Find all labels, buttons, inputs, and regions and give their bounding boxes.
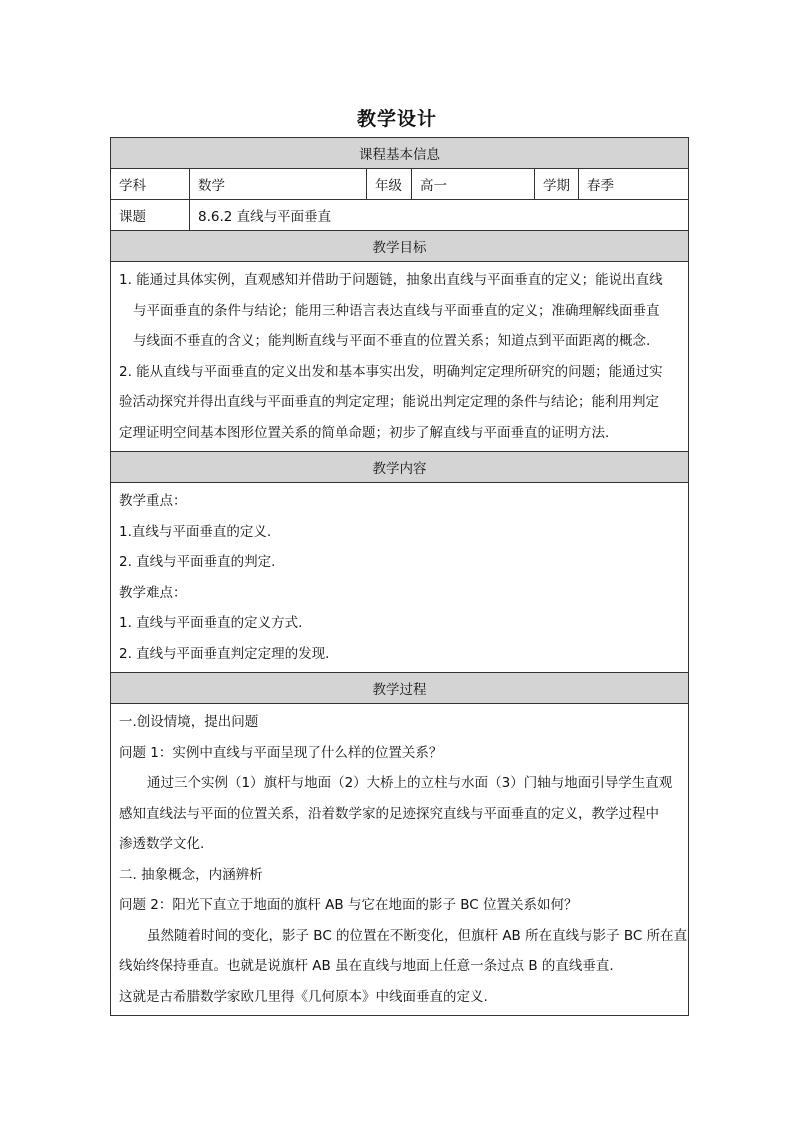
process-paragraph-line: 渗透数学文化. [119,836,205,852]
process-step-heading: 二. 抽象概念，内涵辨析 [119,866,263,883]
topic-value: 8.6.2 直线与平面垂直 [190,200,689,231]
section-header-process [111,673,689,704]
objectives-cell [111,262,689,452]
section-header-content [111,452,689,483]
process-paragraph-line: 虽然随着时间的变化，影子 BC 的位置在不断变化，但旗杆 AB 所在直线与影子 BC 所在直 [147,927,688,944]
term-label: 学期 [535,169,579,200]
lesson-plan-table [110,137,689,1016]
objective-2-line: 定理证明空间基本图形位置关系的简单命题；初步了解直线与平面垂直的证明方法. [119,424,610,441]
subject-label: 学科 [111,169,190,200]
section-title: 教学过程 [111,673,689,704]
objective-2-line: 2. 能从直线与平面垂直的定义出发和基本事实出发，明确判定定理所研究的问题；能通过实 [119,363,663,380]
content-row [111,483,689,673]
difficult-point-item: 1. 直线与平面垂直的定义方式. [119,615,303,631]
section-header-objectives [111,231,689,262]
key-point-item: 2. 直线与平面垂直的判定. [119,554,276,570]
objective-1-line: 与平面垂直的条件与结论；能用三种语言表达直线与平面垂直的定义；准确理解线面垂直 [133,302,660,319]
content-cell [111,483,689,673]
grade-label: 年级 [367,169,412,200]
process-question: 问题 1：实例中直线与平面呈现了什么样的位置关系？ [119,744,443,761]
grade-value: 高一 [412,169,535,200]
process-paragraph-line: 感知直线法与平面的位置关系，沿着数学家的足迹探究直线与平面垂直的定义，教学过程中 [119,805,659,822]
objective-1-line: 1. 能通过具体实例，直观感知并借助于问题链，抽象出直线与平面垂直的定义；能说出直线 [119,272,663,288]
objective-1-line: 与线面不垂直的含义；能判断直线与平面不垂直的位置关系；知道点到平面距离的概念. [133,333,651,349]
objectives-row [111,262,689,452]
section-header-basic-info [111,138,689,169]
difficult-points-label: 教学难点： [119,584,187,601]
term-value: 春季 [579,169,689,200]
section-title: 课程基本信息 [111,138,689,169]
section-title: 教学目标 [111,231,689,262]
section-title: 教学内容 [111,452,689,483]
objective-2-line: 验活动探究并得出直线与平面垂直的判定定理；能说出判定定理的条件与结论；能利用判定 [119,394,659,410]
difficult-point-item: 2. 直线与平面垂直判定定理的发现. [119,645,330,662]
process-step-heading: 一.创设情境，提出问题 [119,714,259,730]
key-point-item: 1.直线与平面垂直的定义. [119,523,272,540]
process-paragraph-line: 线始终保持垂直。也就是说旗杆 AB 虽在直线与地面上任意一条过点 B 的直线垂直. [119,958,614,974]
key-points-label: 教学重点： [119,493,187,509]
process-question: 问题 2：阳光下直立于地面的旗杆 AB 与它在地面的影子 BC 位置关系如何？ [119,897,578,913]
process-cell [111,704,689,1016]
document-title: 教学设计 [356,108,437,130]
process-paragraph-line: 这就是古希腊数学家欧几里得《几何原本》中线面垂直的定义. [119,988,488,1005]
topic-label: 课题 [111,200,190,231]
process-paragraph-line: 通过三个实例（1）旗杆与地面（2）大桥上的立柱与水面（3）门轴与地面引导学生直观 [147,775,673,791]
info-row-subject [111,169,689,200]
process-row [111,704,689,1016]
subject-value: 数学 [190,169,367,200]
info-row-topic [111,200,689,231]
